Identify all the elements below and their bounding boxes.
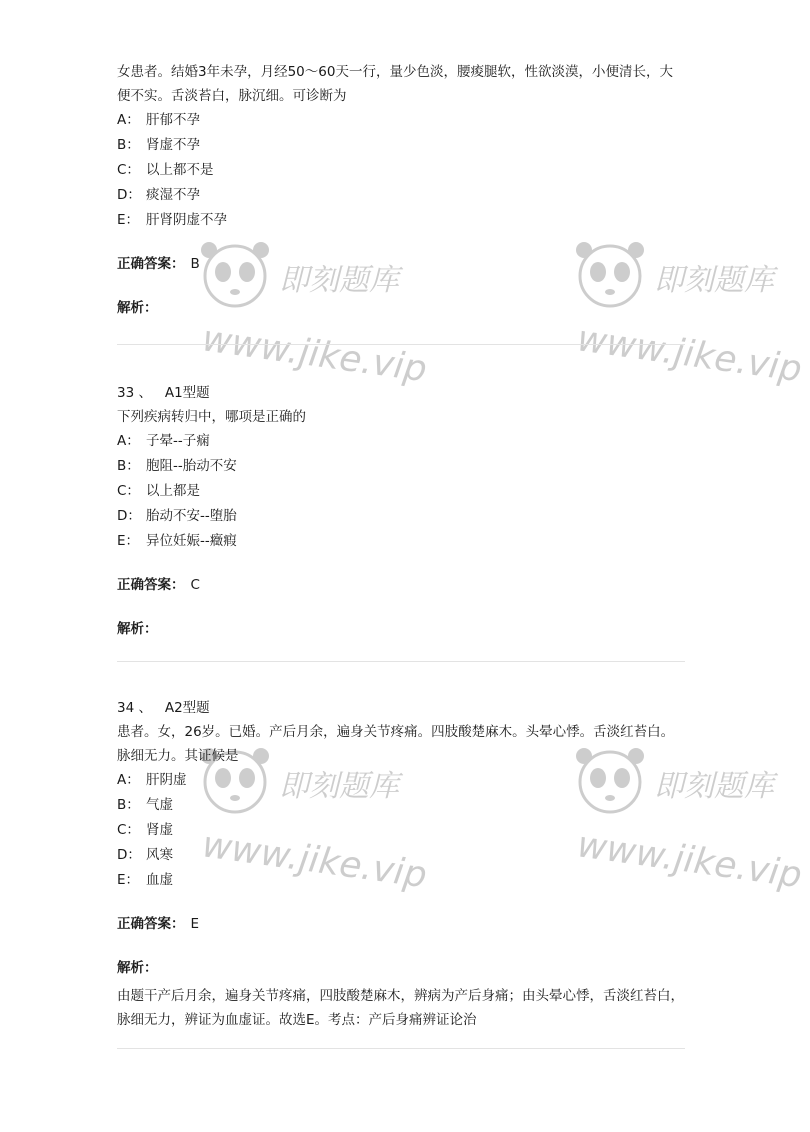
question-32: [117, 60, 685, 345]
watermark-name: 即刻题库: [279, 263, 399, 298]
watermark-name: 即刻题库: [654, 769, 774, 804]
divider: [117, 1048, 685, 1049]
correct-answer: 正确答案： B: [117, 256, 200, 272]
option-b: B： 胞阻--胎动不安: [117, 458, 237, 474]
watermark-name: 即刻题库: [654, 263, 774, 298]
analysis-label: 解析：: [117, 960, 158, 976]
watermark-url: www.jike.vip: [574, 824, 805, 897]
correct-answer: 正确答案： E: [117, 916, 200, 932]
question-stem: 患者。女，26岁。已婚。产后月余，遍身关节疼痛。四肢酸楚麻木。头晕心悸。舌淡红苔白。脉细无力。其证候是: [117, 724, 675, 764]
option-d: D： 痰湿不孕: [117, 187, 200, 203]
question-stem: 女患者。结婚3年未孕，月经50～60天一行，量少色淡，腰痠腿软，性欲淡漠，小便清长，大便不实。舌淡苔白，脉沉细。可诊断为: [117, 64, 673, 104]
option-list: [117, 108, 685, 232]
analysis-label: 解析：: [117, 621, 158, 637]
analysis-label: 解析：: [117, 300, 158, 316]
question-page: [117, 60, 685, 1049]
option-d: D： 胎动不安--堕胎: [117, 508, 237, 524]
divider: [117, 344, 685, 345]
option-c: C： 以上都不是: [117, 162, 214, 178]
option-c: C： 肾虚: [117, 822, 173, 838]
watermark-name: 即刻题库: [279, 769, 399, 804]
option-a: A： 子晕--子痫: [117, 433, 210, 449]
analysis-text: 由题干产后月余，遍身关节疼痛，四肢酸楚麻木，辨病为产后身痛；由头晕心悸，舌淡红苔白，脉细无力，辨证为血虚证。故选E。考点：产后身痛辨证论治: [117, 988, 684, 1028]
option-d: D： 风寒: [117, 847, 173, 863]
option-c: C： 以上都是: [117, 483, 200, 499]
correct-answer: 正确答案： C: [117, 577, 200, 593]
question-header: 33 、 A1型题: [117, 385, 210, 401]
question-stem: 下列疾病转归中，哪项是正确的: [117, 409, 306, 425]
option-e: E： 异位妊娠--癥瘕: [117, 533, 237, 549]
watermark-url: www.jike.vip: [199, 824, 430, 897]
divider: [117, 661, 685, 662]
option-e: E： 血虚: [117, 872, 173, 888]
question-33: [117, 381, 685, 662]
question-header: 34 、 A2型题: [117, 700, 210, 716]
option-a: A： 肝郁不孕: [117, 112, 200, 128]
option-e: E： 肝肾阴虚不孕: [117, 212, 227, 228]
question-34: [117, 696, 685, 1049]
option-b: B： 肾虚不孕: [117, 137, 200, 153]
watermark-url: www.jike.vip: [199, 318, 430, 391]
option-list: [117, 768, 685, 892]
option-list: [117, 429, 685, 553]
watermark-url: www.jike.vip: [574, 318, 805, 391]
option-a: A： 肝阴虚: [117, 772, 187, 788]
option-b: B： 气虚: [117, 797, 173, 813]
